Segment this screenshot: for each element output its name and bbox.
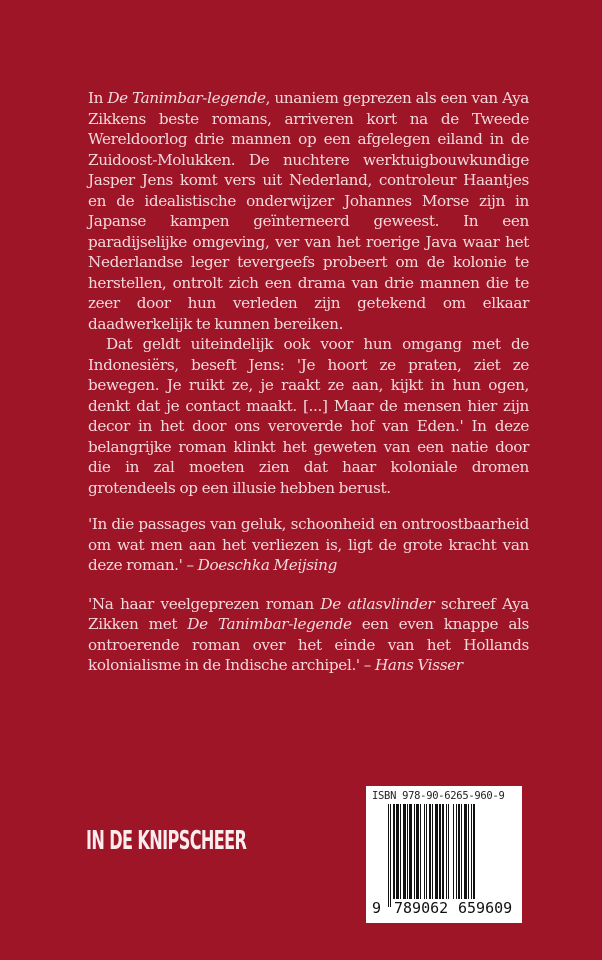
quote-author: Hans Visser [374, 656, 463, 674]
quote-text: een even knappe als ontroerende roman over het einde van het Hollands kolonialisme in de Indische archipel.' – [88, 615, 529, 674]
quote-text: schreef Aya Zikken met [88, 594, 530, 633]
publisher-logo: IN DE KNIPSCHEER [86, 826, 247, 856]
blurb-paragraph-1 [88, 88, 529, 334]
quote-text: 'Na haar veelgeprezen roman [88, 594, 321, 613]
quote-author: Doeschka Meijsing [197, 556, 337, 574]
barcode-digits-left: 789062 [394, 899, 449, 917]
isbn-barcode [366, 786, 522, 923]
review-quote-2 [88, 594, 529, 676]
back-cover-text [88, 88, 529, 676]
book-title: De Tanimbar-legende [107, 89, 266, 107]
barcode-digit-first: 9 [372, 899, 382, 917]
review-quote-1 [88, 514, 529, 576]
barcode-digits-right: 659609 [458, 899, 513, 917]
blurb-paragraph-2: Dat geldt uiteindelijk ook voor hun omgang met de Indonesiërs, beseft Jens: 'Je hoort ze praten, ziet ze bewegen. Je ruikt ze, je raakt ze aan, kijkt in hun ogen, denkt dat je contact maakt. [...] Maar de mensen hier zijn decor in het door ons veroverde hof van Eden.' In deze belangrijke roman klinkt het geweten van een natie door die in zal moeten zien dat haar koloniale dromen grotendeels op een illusie hebben berust. [88, 335, 529, 497]
quote-text: 'In die passages van geluk, schoonheid en ontroostbaarheid om wat men aan het verliezen is, ligt de grote kracht van deze roman.' – [88, 515, 529, 574]
isbn-label: ISBN 978-90-6265-960-9 [372, 790, 505, 802]
book-title: De atlasvlinder [320, 594, 435, 613]
blurb-text: , unaniem geprezen als een van Aya Zikkens beste romans, arriveren kort na de Tweede Wereldoorlog drie mannen op een afgelegen eiland in de Zuidoost-Molukken. De nuchtere werktuigbouwkundige Jasper Jens komt vers uit Nederland, controleur Haantjes en de idealistische onderwijzer Johannes Morse zijn in Japanse kampen geïnterneerd geweest. In een paradijselijke omgeving, ver van het roerige Java waar het Nederlandse leger tevergeefs probeert om de kolonie te herstellen, ontrolt zich een drama van drie mannen die te zeer door hun verleden zijn getekend om elkaar daadwerkelijk te kunnen bereiken. [88, 89, 530, 333]
book-title: De Tanimbar-legende [187, 615, 352, 633]
barcode-bars [388, 804, 510, 899]
blurb-text: In [88, 89, 108, 107]
